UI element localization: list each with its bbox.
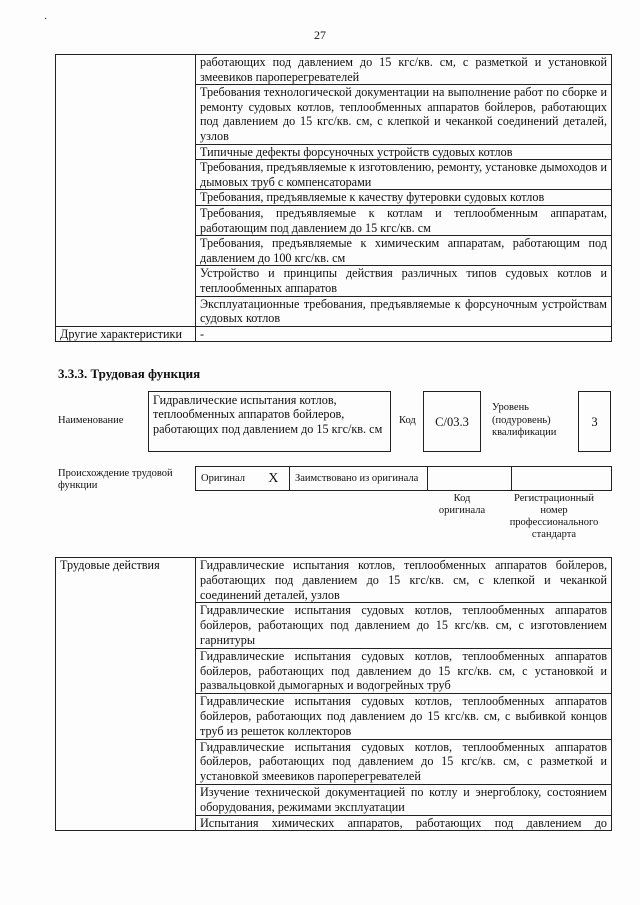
actions-table [55, 557, 612, 831]
table-cell: Требования технологической документации на выполнение работ по сборке и ремонту судовых котлов, теплообменных аппаратов бойлеров, работающих под давлением до 15 кгс/кв. см, с клепкой и чеканкой соединений деталей, узлов [196, 85, 612, 144]
table-cell: Гидравлические испытания судовых котлов, теплообменных аппаратов бойлеров, работающих под давлением до 15 кгс/кв. см, с разметкой и установкой змеевиков пароперегревателей [196, 739, 612, 784]
other-characteristics-value: - [196, 326, 612, 342]
function-name-box: Гидравлические испытания котлов, теплообменных аппаратов бойлеров, работающих под давлением до 15 кгс/кв. см [148, 391, 391, 452]
level-label: Уровень (подуровень) квалификации [492, 402, 557, 438]
code-label: Код [399, 415, 416, 426]
table-cell: Эксплуатационные требования, предъявляемые к форсуночным устройствам судовых котлов [196, 296, 612, 326]
origin-label: Происхождение трудовой функции [58, 468, 173, 491]
table-cell: Требования, предъявляемые к изготовлению, ремонту, установке дымоходов и дымовых труб с компенсаторами [196, 160, 612, 190]
reg-number-sublabel: Регистрационный номер профессионального стандарта [509, 493, 599, 540]
table-cell: Требования, предъявляемые к качеству футеровки судовых котлов [196, 190, 612, 206]
original-label: Оригинал [196, 467, 258, 491]
table-cell: Гидравлические испытания котлов, теплообменных аппаратов бойлеров, работающих под давлением до 15 кгс/кв. см, с клепкой и чеканкой соединений деталей, узлов [196, 558, 612, 603]
other-characteristics-label: Другие характеристики [56, 326, 196, 342]
table-cell: Гидравлические испытания судовых котлов, теплообменных аппаратов бойлеров, работающих под давлением до 15 кгс/кв. см, с изготовлением гарнитуры [196, 603, 612, 648]
table-cell: Гидравлические испытания судовых котлов, теплообменных аппаратов бойлеров, работающих под давлением до 15 кгс/кв. см, с выбивкой концов труб из решеток коллекторов [196, 694, 612, 739]
table-cell: Изучение технической документацией по котлу и энергоблоку, состоянием оборудования, режимами эксплуатации [196, 784, 612, 815]
actions-label: Трудовые действия [56, 558, 196, 831]
level-value-box: 3 [578, 391, 611, 452]
table-cell: Испытания химических аппаратов, работающих под давлением до [196, 815, 612, 831]
original-code-sublabel: Код оригинала [438, 493, 486, 516]
table-cell: Требования, предъявляемые к котлам и теплообменным аппаратам, работающим под давлением до 15 кгс/кв. см [196, 205, 612, 235]
table-cell: Типичные дефекты форсуночных устройств судовых котлов [196, 144, 612, 160]
function-code-box: C/03.3 [423, 391, 481, 452]
name-label: Наименование [58, 415, 124, 426]
section-heading: 3.3.3. Трудовая функция [58, 366, 201, 381]
borrowed-label: Заимствовано из оригинала [290, 467, 428, 491]
table-cell: работающих под давлением до 15 кгс/кв. см, с разметкой и установкой змеевиков пароперегревателей [196, 55, 612, 85]
corner-mark: · [44, 14, 48, 25]
table-cell: Устройство и принципы действия различных типов судовых котлов и теплообменных аппаратов [196, 266, 612, 296]
table-cell: Гидравлические испытания судовых котлов, теплообменных аппаратов бойлеров, работающих под давлением до 15 кгс/кв. см, с установкой и развальцовкой дымогарных и водогрейных труб [196, 648, 612, 693]
table-cell: Требования, предъявляемые к химическим аппаратам, работающим под давлением до 100 кгс/кв. см [196, 236, 612, 266]
original-mark: X [258, 467, 290, 491]
page-number: 27 [314, 28, 326, 42]
table-row [56, 558, 612, 603]
